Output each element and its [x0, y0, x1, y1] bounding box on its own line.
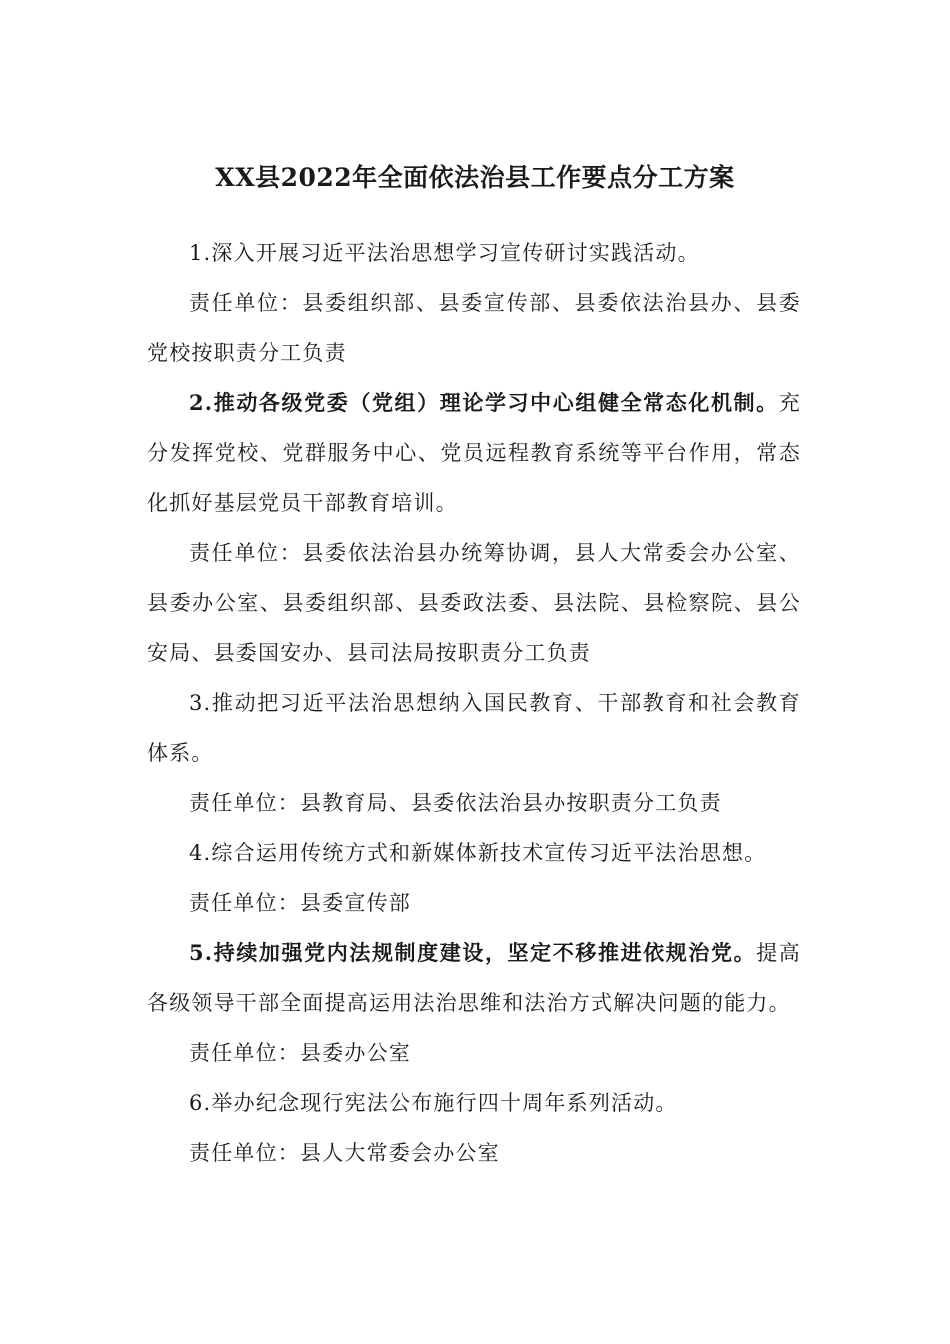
item-1-heading: 1.深入开展习近平法治思想学习宣传研讨实践活动。: [189, 241, 700, 265]
item-4-responsible: 责任单位：县委宣传部: [189, 891, 411, 915]
item-5-body: 提高各级领导干部全面提高运用法治思维和法治方式解决问题的能力。: [147, 941, 801, 1015]
item-2-responsible: 责任单位：县委依法治县办统筹协调，县人大常委会办公室、县委办公室、县委组织部、县委政法委、县法院、县检察院、县公安局、县委国安办、县司法局按职责分工负责: [147, 541, 801, 665]
item-5-heading: 5.持续加强党内法规制度建设，坚定不移推进依规治党。: [189, 940, 757, 965]
item-4-heading: 4.综合运用传统方式和新媒体新技术宣传习近平法治思想。: [189, 841, 767, 865]
item-3-responsible: 责任单位：县教育局、县委依法治县办按职责分工负责: [189, 791, 722, 815]
item-1-paragraph: [147, 228, 801, 278]
item-6-paragraph: [147, 1078, 801, 1128]
item-3-heading: 3.推动把习近平法治思想纳入国民教育、干部教育和社会教育体系。: [147, 691, 801, 765]
item-3-paragraph: [147, 678, 801, 778]
item-2-body: 充分发挥党校、党群服务中心、党员远程教育系统等平台作用，常态化抓好基层党员干部教育培训。: [147, 391, 801, 515]
item-6-responsible: 责任单位：县人大常委会办公室: [189, 1141, 500, 1165]
item-5-paragraph: [147, 928, 801, 1028]
item-4-paragraph: [147, 828, 801, 878]
document-title: XX县2022年全面依法治县工作要点分工方案: [215, 163, 735, 192]
item-2-heading: 2.推动各级党委（党组）理论学习中心组健全常态化机制。: [189, 390, 779, 415]
item-5-responsible: 责任单位：县委办公室: [189, 1041, 411, 1065]
document-body: [147, 228, 801, 1178]
item-1-responsible: 责任单位：县委组织部、县委宣传部、县委依法治县办、县委党校按职责分工负责: [147, 291, 801, 365]
item-2-paragraph: [147, 378, 801, 528]
item-6-heading: 6.举办纪念现行宪法公布施行四十周年系列活动。: [189, 1091, 678, 1115]
